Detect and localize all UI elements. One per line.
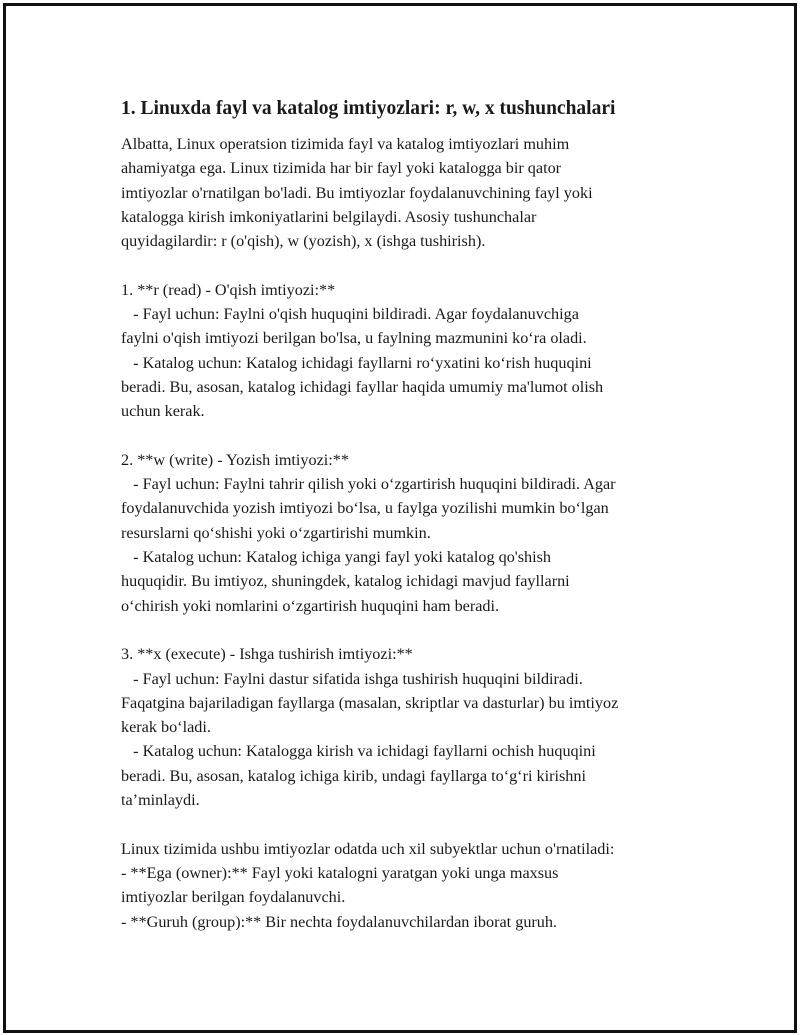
document-content <box>121 96 701 934</box>
document-body: Albatta, Linux operatsion tizimida fayl va katalog imtiyozlari muhim ahamiyatga ega. Linux tizimida har bir fayl yoki katalogga bir qator imtiyozlar o'rnatilgan bo'ladi. Bu imtiyozlar foydalanuvchining fayl yoki katalogga kirish imkoniyatlarini belgilaydi. Asosiy tushunchalar quyidagilardir: r (o'qish), w (yozish), x (ishga tushirish). 1. **r (read) - O'qish imtiyozi:** - Fayl uchun: Faylni o'qish huquqini bildiradi. Agar foydalanuvchiga faylni o'qish imtiyozi berilgan bo'lsa, u faylning mazmunini koʻra oladi. - Katalog uchun: Katalog ichidagi fayllarni roʻyxatini koʻrish huquqini beradi. Bu, asosan, katalog ichidagi fayllar haqida umumiy ma'lumot olish uchun kerak. 2. **w (write) - Yozish imtiyozi:** - Fayl uchun: Faylni tahrir qilish yoki oʻzgartirish huquqini bildiradi. Agar foydalanuvchida yozish imtiyozi boʻlsa, u faylga yozilishi mumkin boʻlgan resurslarni qoʻshishi yoki oʻzgartirishi mumkin. - Katalog uchun: Katalog ichiga yangi fayl yoki katalog qo'shish huquqidir. Bu imtiyoz, shuningdek, katalog ichidagi mavjud fayllarni oʻchirish yoki nomlarini oʻzgartirish huquqini ham beradi. 3. **x (execute) - Ishga tushirish imtiyozi:** - Fayl uchun: Faylni dastur sifatida ishga tushirish huquqini bildiradi. Faqatgina bajariladigan fayllarga (masalan, skriptlar va dasturlar) bu imtiyoz kerak boʻladi. - Katalog uchun: Katalogga kirish va ichidagi fayllarni ochish huquqini beradi. Bu, asosan, katalog ichiga kirib, undagi fayllarga toʻgʻri kirishni taʼminlaydi. Linux tizimida ushbu imtiyozlar odatda uch xil subyektlar uchun o'rnatiladi: - **Ega (owner):** Fayl yoki katalogni yaratgan yoki unga maxsus imtiyozlar berilgan foydalanuvchi. - **Guruh (group):** Bir nechta foydalanuvchilardan iborat guruh. <box>121 135 619 931</box>
document-title: 1. Linuxda fayl va katalog imtiyozlari: r, w, x tushunchalari <box>121 98 616 119</box>
page-border <box>3 3 797 1033</box>
